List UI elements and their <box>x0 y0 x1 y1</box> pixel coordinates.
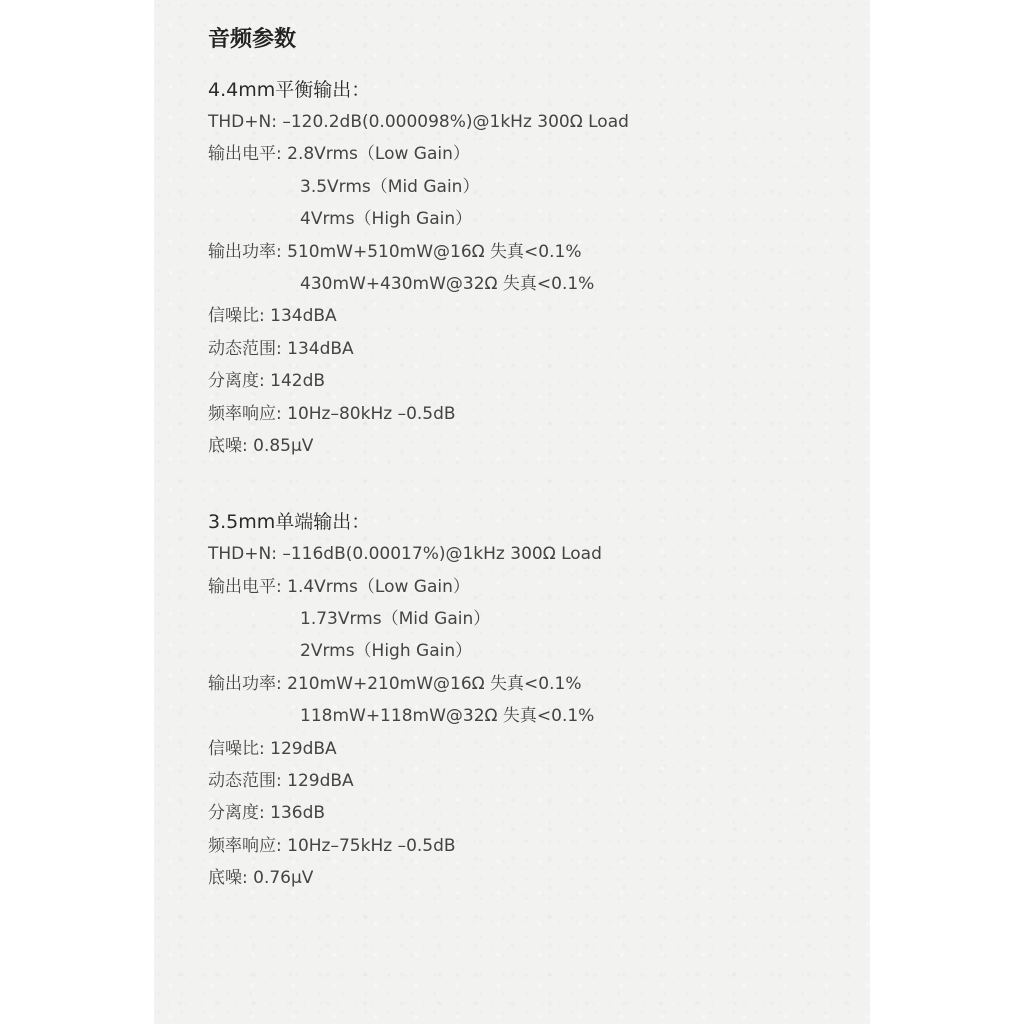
snr-row <box>208 300 848 332</box>
noise-floor-value: 0.76μV <box>253 868 314 889</box>
output-level-value: 2.8Vrms（Low Gain） <box>287 144 470 165</box>
output-power-row <box>208 236 848 268</box>
separation-label: 分离度: <box>208 371 265 392</box>
section-spacer <box>208 462 848 506</box>
noise-floor-value: 0.85μV <box>253 435 314 456</box>
freq-response-value: 10Hz–75kHz –0.5dB <box>287 835 456 856</box>
output-power-label: 输出功率: <box>208 241 282 262</box>
output-level-value: 1.4Vrms（Low Gain） <box>287 576 470 597</box>
snr-label: 信噪比: <box>208 306 265 327</box>
output-level-label: 输出电平: <box>208 576 282 597</box>
noise-floor-label: 底噪: <box>208 868 248 889</box>
snr-value: 134dBA <box>270 306 337 327</box>
thd-value: –120.2dB(0.000098%)@1kHz 300Ω Load <box>282 112 629 132</box>
output-level-value: 4Vrms（High Gain） <box>300 209 473 230</box>
separation-row <box>208 365 848 397</box>
snr-label: 信噪比: <box>208 738 265 759</box>
output-level-row <box>208 571 848 603</box>
output-power-label: 输出功率: <box>208 673 282 694</box>
separation-label: 分离度: <box>208 803 265 824</box>
output-power-row <box>208 668 848 700</box>
output-level-value: 2Vrms（High Gain） <box>300 641 473 662</box>
dynamic-range-value: 134dBA <box>287 338 354 359</box>
thd-value: –116dB(0.00017%)@1kHz 300Ω Load <box>282 544 602 565</box>
freq-response-row <box>208 398 848 430</box>
section-heading-single-ended: 3.5mm单端输出： <box>208 511 371 534</box>
freq-response-label: 频率响应: <box>208 403 282 424</box>
freq-response-row <box>208 830 848 862</box>
separation-row <box>208 797 848 829</box>
output-level-value: 3.5Vrms（Mid Gain） <box>300 176 480 197</box>
freq-response-label: 频率响应: <box>208 835 282 856</box>
freq-response-value: 10Hz–80kHz –0.5dB <box>287 403 456 424</box>
dynamic-range-label: 动态范围: <box>208 771 282 792</box>
noise-floor-row <box>208 862 848 894</box>
spec-content <box>208 22 848 895</box>
output-level-row <box>208 138 848 170</box>
thd-label: THD+N: <box>208 544 277 565</box>
section-heading-balanced: 4.4mm平衡输出： <box>208 79 371 101</box>
snr-row <box>208 733 848 765</box>
noise-floor-row <box>208 430 848 462</box>
output-power-value: 118mW+118mW@32Ω 失真<0.1% <box>300 706 595 727</box>
output-power-value: 510mW+510mW@16Ω 失真<0.1% <box>287 241 582 262</box>
noise-floor-label: 底噪: <box>208 435 248 456</box>
dynamic-range-row <box>208 765 848 797</box>
thd-row <box>208 106 848 138</box>
output-level-value: 1.73Vrms（Mid Gain） <box>300 609 491 630</box>
dynamic-range-value: 129dBA <box>287 771 354 792</box>
spec-sheet <box>154 0 870 1024</box>
thd-row <box>208 538 848 570</box>
separation-value: 136dB <box>270 803 326 824</box>
thd-label: THD+N: <box>208 112 277 132</box>
output-power-value: 210mW+210mW@16Ω 失真<0.1% <box>287 673 582 694</box>
separation-value: 142dB <box>270 371 326 392</box>
output-level-label: 输出电平: <box>208 144 282 165</box>
output-power-value: 430mW+430mW@32Ω 失真<0.1% <box>300 273 595 294</box>
page-title: 音频参数 <box>208 27 297 52</box>
dynamic-range-label: 动态范围: <box>208 338 282 359</box>
snr-value: 129dBA <box>270 738 337 759</box>
dynamic-range-row <box>208 333 848 365</box>
